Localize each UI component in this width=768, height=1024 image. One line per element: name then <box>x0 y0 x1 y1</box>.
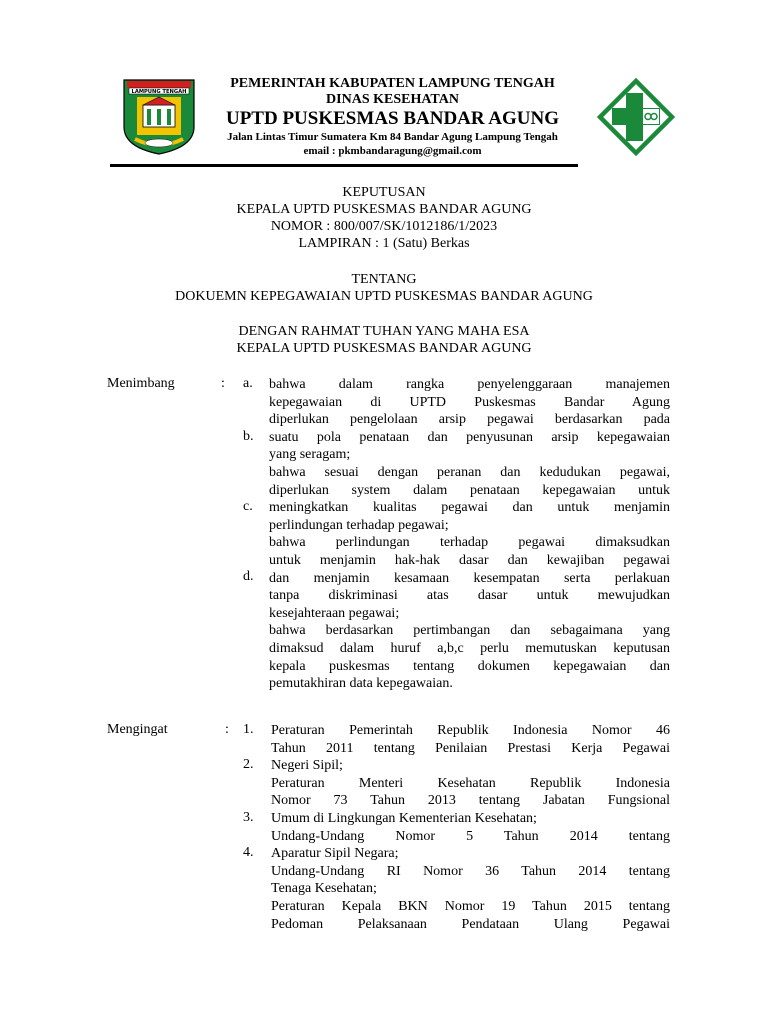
menimbang-text <box>269 376 670 693</box>
lampung-tengah-emblem-icon <box>121 77 197 155</box>
text-line: kesejahteraan pegawai; <box>269 605 400 621</box>
text-line: meningkatkan kualitas pegawai dan untuk menjamin <box>269 500 670 516</box>
letterhead-department: DINAS KESEHATAN <box>326 92 459 107</box>
invocation-issuer: KEPALA UPTD PUSKESMAS BANDAR AGUNG <box>236 341 532 356</box>
text-line: bahwa dalam rangka penyelenggaraan manajemen <box>269 377 670 392</box>
letterhead-email: email : pkmbandaragung@gmail.com <box>303 145 482 157</box>
menimbang-marker-d: d. <box>243 569 254 584</box>
text-line: diperlukan system dalam penataan kepegawaian untuk <box>269 482 670 498</box>
menimbang-marker-b: b. <box>243 429 254 444</box>
emblem-label: LAMPUNG TENGAH <box>131 89 187 95</box>
puskesmas-logo-icon <box>597 78 675 156</box>
letterhead-government: PEMERINTAH KABUPATEN LAMPUNG TENGAH <box>230 76 555 91</box>
mengingat-marker-4: 4. <box>243 845 254 860</box>
invocation-block <box>0 323 768 357</box>
text-line: perlindungan terhadap pegawai; <box>269 517 449 533</box>
text-line: tanpa diskriminasi atas dasar untuk mewujudkan <box>269 588 670 604</box>
decree-attachment: LAMPIRAN : 1 (Satu) Berkas <box>298 236 470 251</box>
mengingat-marker-1: 1. <box>243 722 254 737</box>
text-line: pemutakhiran data kepegawaian. <box>269 676 453 692</box>
letterhead-institution: UPTD PUSKESMAS BANDAR AGUNG <box>225 108 560 129</box>
text-line: kepala puskesmas tentang dokumen kepegawaian dan <box>269 658 670 674</box>
mengingat-text <box>271 722 670 933</box>
text-line: Undang-Undang Nomor 5 Tahun 2014 tentang <box>271 828 670 844</box>
text-line: Peraturan Menteri Kesehatan Republik Indonesia <box>271 775 670 791</box>
text-line: Pedoman Pelaksanaan Pendataan Ulang Pegawai <box>271 916 670 932</box>
text-line: bahwa berdasarkan pertimbangan dan sebagaimana yang <box>269 623 670 639</box>
menimbang-marker-c: c. <box>243 499 253 514</box>
menimbang-marker-a: a. <box>243 376 253 391</box>
text-line: suatu pola penataan dan penyusunan arsip kepegawaian <box>269 429 670 445</box>
menimbang-colon: : <box>221 376 225 391</box>
tentang-label: TENTANG <box>351 272 417 287</box>
mengingat-marker-3: 3. <box>243 810 254 825</box>
mengingat-label: Mengingat <box>107 722 168 737</box>
decree-title: KEPUTUSAN <box>342 185 426 200</box>
menimbang-label: Menimbang <box>107 376 175 391</box>
text-line: kepegawaian di UPTD Puskesmas Bandar Agung <box>269 394 670 410</box>
decree-number: NOMOR : 800/007/SK/1012186/1/2023 <box>270 219 498 234</box>
text-line: Tenaga Kesehatan; <box>271 881 377 897</box>
text-line: dimaksud dalam huruf a,b,c perlu memutuskan keputusan <box>269 640 670 656</box>
mengingat-marker-2: 2. <box>243 757 254 772</box>
letterhead <box>205 76 580 158</box>
text-line: Negeri Sipil; <box>271 758 343 774</box>
text-line: dan menjamin kesamaan kesempatan serta perlakuan <box>269 570 670 586</box>
letterhead-address: Jalan Lintas Timur Sumatera Km 84 Bandar Agung Lampung Tengah <box>227 131 558 143</box>
decree-subject-block <box>0 271 768 305</box>
text-line: Aparatur Sipil Negara; <box>271 846 399 862</box>
text-line: yang seragam; <box>269 447 351 463</box>
text-line: bahwa perlindungan terhadap pegawai dimaksudkan <box>269 535 670 551</box>
mengingat-colon: : <box>225 722 229 737</box>
text-line: untuk menjamin hak-hak dasar dan kewajiban pegawai <box>269 552 670 568</box>
invocation: DENGAN RAHMAT TUHAN YANG MAHA ESA <box>238 324 530 339</box>
text-line: Peraturan Kepala BKN Nomor 19 Tahun 2015 tentang <box>271 898 670 914</box>
decree-heading <box>0 184 768 252</box>
text-line: bahwa sesuai dengan peranan dan kedudukan pegawai, <box>269 464 670 480</box>
text-line: Nomor 73 Tahun 2013 tentang Jabatan Fungsional <box>271 793 670 809</box>
text-line: Undang-Undang RI Nomor 36 Tahun 2014 tentang <box>271 863 670 879</box>
text-line: Tahun 2011 tentang Penilaian Prestasi Kerja Pegawai <box>271 740 670 756</box>
text-line: Peraturan Pemerintah Republik Indonesia Nomor 46 <box>271 723 670 738</box>
letterhead-divider <box>110 164 578 167</box>
decree-subject: DOKUEMN KEPEGAWAIAN UPTD PUSKESMAS BANDAR AGUNG <box>175 289 593 304</box>
text-line: diperlukan pengelolaan arsip pegawai berdasarkan pada <box>269 412 670 428</box>
text-line: Umum di Lingkungan Kementerian Kesehatan; <box>271 810 537 826</box>
decree-issuer: KEPALA UPTD PUSKESMAS BANDAR AGUNG <box>236 202 532 217</box>
